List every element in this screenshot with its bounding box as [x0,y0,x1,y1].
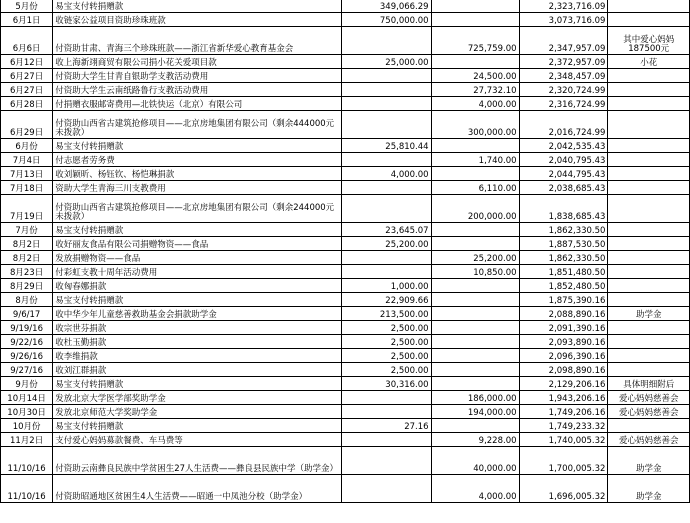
note-cell: 爱心妈妈慈善会 [608,433,690,447]
expense-cell [431,335,519,349]
date-cell: 5月份 [1,0,53,13]
description-cell: 支付爱心妈妈募款餐费、车马费等 [53,433,342,447]
table-row [1,167,690,181]
note-cell [608,363,690,377]
expense-cell [431,237,519,251]
expense-cell: 24,500.00 [431,69,519,83]
income-cell: 23,645.07 [342,223,431,237]
balance-cell: 1,838,685.43 [519,195,608,223]
description-cell: 发放北京大学医学部奖助学金 [53,391,342,405]
date-cell: 7月份 [1,223,53,237]
balance-cell: 2,320,724.99 [519,83,608,97]
description-cell: 收宗世芬捐款 [53,321,342,335]
description-cell: 易宝支付转捐赠款 [53,419,342,433]
note-cell [608,181,690,195]
expense-cell [431,167,519,181]
expense-cell [431,307,519,321]
note-cell [608,167,690,181]
note-cell [608,69,690,83]
income-cell: 22,909.66 [342,293,431,307]
table-row [1,13,690,27]
balance-cell: 1,749,233.32 [519,419,608,433]
balance-cell: 2,042,535.43 [519,139,608,153]
balance-cell: 1,851,480.50 [519,265,608,279]
expense-cell [431,139,519,153]
expense-cell: 194,000.00 [431,405,519,419]
date-cell: 8月2日 [1,237,53,251]
table-row [1,349,690,363]
income-cell: 2,500.00 [342,321,431,335]
income-cell: 27.16 [342,419,431,433]
balance-cell: 2,044,795.43 [519,167,608,181]
note-cell [608,293,690,307]
note-cell [608,195,690,223]
date-cell: 9月份 [1,377,53,391]
note-cell [608,139,690,153]
note-cell: 小花 [608,55,690,69]
balance-cell: 2,098,890.16 [519,363,608,377]
table-row [1,321,690,335]
table-row [1,55,690,69]
date-cell: 6月29日 [1,111,53,139]
expense-cell: 6,110.00 [431,181,519,195]
table-row [1,475,690,503]
description-cell: 易宝支付转捐赠款 [53,223,342,237]
balance-cell: 1,875,390.16 [519,293,608,307]
expense-cell: 4,000.00 [431,97,519,111]
table-row [1,293,690,307]
income-cell [342,405,431,419]
description-cell: 付资助云南彝良民族中学贫困生27人生活费——彝良县民族中学（助学金） [53,447,342,475]
balance-cell: 2,348,457.09 [519,69,608,83]
date-cell: 6月28日 [1,97,53,111]
expense-cell [431,279,519,293]
date-cell: 6月27日 [1,83,53,97]
income-cell [342,69,431,83]
description-cell: 付资助山西省古建筑抢修项目——北京房地集团有限公司（剩余244000元未拨款） [53,195,342,223]
date-cell: 6月6日 [1,27,53,55]
table-row [1,83,690,97]
table-row [1,181,690,195]
balance-cell: 2,088,890.16 [519,307,608,321]
expense-cell: 725,759.00 [431,27,519,55]
table-row [1,363,690,377]
balance-cell: 2,323,716.09 [519,0,608,13]
description-cell: 收上海新翊商贸有限公司捐小花关爱项目款 [53,55,342,69]
expense-cell [431,419,519,433]
table-row [1,391,690,405]
description-cell: 付彩虹支教十周年活动费用 [53,265,342,279]
balance-cell: 1,700,005.32 [519,447,608,475]
balance-cell: 2,091,390.16 [519,321,608,335]
ledger-body [1,0,690,503]
note-cell [608,251,690,265]
description-cell: 发放捐赠物资——食品 [53,251,342,265]
income-cell: 2,500.00 [342,335,431,349]
balance-cell: 1,696,005.32 [519,475,608,503]
description-cell: 收李维捐款 [53,349,342,363]
note-cell: 助学金 [608,307,690,321]
income-cell: 2,500.00 [342,349,431,363]
note-cell [608,419,690,433]
income-cell [342,251,431,265]
note-cell [608,0,690,13]
description-cell: 资助大学生青海三川支教费用 [53,181,342,195]
income-cell: 30,316.00 [342,377,431,391]
description-cell: 收好丽友食品有限公司捐赠物资——食品 [53,237,342,251]
note-cell [608,223,690,237]
description-cell: 付资助山西省古建筑抢修项目——北京房地集团有限公司（剩余444000元未拨款） [53,111,342,139]
note-cell [608,237,690,251]
expense-cell [431,223,519,237]
note-cell: 助学金 [608,447,690,475]
description-cell: 付志愿者劳务费 [53,153,342,167]
balance-cell: 3,073,716.09 [519,13,608,27]
date-cell: 9/22/16 [1,335,53,349]
note-cell: 爱心妈妈慈善会 [608,405,690,419]
table-row [1,377,690,391]
income-cell: 4,000.00 [342,167,431,181]
description-cell: 付资助大学生云南纸路鲁行支教活动费用 [53,83,342,97]
table-row [1,405,690,419]
note-cell [608,13,690,27]
description-cell: 收杜玉勤捐款 [53,335,342,349]
note-cell [608,265,690,279]
balance-cell: 1,862,330.50 [519,251,608,265]
expense-cell [431,13,519,27]
income-cell [342,195,431,223]
description-cell: 易宝支付转捐赠款 [53,293,342,307]
balance-cell: 2,093,890.16 [519,335,608,349]
table-row [1,27,690,55]
expense-cell [431,0,519,13]
balance-cell: 1,862,330.50 [519,223,608,237]
expense-cell: 27,732.10 [431,83,519,97]
date-cell: 10月30日 [1,405,53,419]
table-row [1,335,690,349]
date-cell: 6月份 [1,139,53,153]
date-cell: 8月份 [1,293,53,307]
note-cell: 助学金 [608,475,690,503]
note-cell [608,335,690,349]
description-cell: 付资助昭通地区贫困生4人生活费——昭通一中凤池分校（助学金） [53,475,342,503]
date-cell: 6月27日 [1,69,53,83]
expense-cell: 25,200.00 [431,251,519,265]
table-row [1,195,690,223]
table-row [1,0,690,13]
description-cell: 收链家公益项目资助珍珠班款 [53,13,342,27]
table-row [1,153,690,167]
balance-cell: 1,887,530.50 [519,237,608,251]
description-cell: 收刘颖昕、杨钰钦、杨恺琳捐款 [53,167,342,181]
date-cell: 7月4日 [1,153,53,167]
note-cell: 其中爱心妈妈187500元 [608,27,690,55]
balance-cell: 1,943,206.16 [519,391,608,405]
income-cell: 25,200.00 [342,237,431,251]
balance-cell: 1,749,206.16 [519,405,608,419]
date-cell: 8月2日 [1,251,53,265]
table-row [1,97,690,111]
expense-cell [431,293,519,307]
date-cell: 7月13日 [1,167,53,181]
table-row [1,237,690,251]
date-cell: 9/6/17 [1,307,53,321]
description-cell: 易宝支付转捐赠款 [53,0,342,13]
description-cell: 易宝支付转捐赠款 [53,377,342,391]
income-cell [342,153,431,167]
note-cell: 具体明细附后 [608,377,690,391]
date-cell: 9/19/16 [1,321,53,335]
income-cell [342,111,431,139]
date-cell: 6月12日 [1,55,53,69]
note-cell [608,279,690,293]
balance-cell: 2,016,724.99 [519,111,608,139]
balance-cell: 2,347,957.09 [519,27,608,55]
expense-cell: 200,000.00 [431,195,519,223]
expense-cell [431,349,519,363]
description-cell: 易宝支付转捐赠款 [53,139,342,153]
expense-cell: 40,000.00 [431,447,519,475]
income-cell [342,265,431,279]
date-cell: 10月14日 [1,391,53,405]
table-row [1,279,690,293]
table-row [1,433,690,447]
date-cell: 7月19日 [1,195,53,223]
income-cell: 2,500.00 [342,363,431,377]
date-cell: 11月2日 [1,433,53,447]
note-cell [608,349,690,363]
income-cell [342,391,431,405]
expense-cell: 300,000.00 [431,111,519,139]
description-cell: 收匈春娜捐款 [53,279,342,293]
table-row [1,307,690,321]
description-cell: 付资助甘肃、青海三个珍珠班款——浙江省新华爱心教育基金会 [53,27,342,55]
description-cell: 发放北京师范大学奖助学金 [53,405,342,419]
income-cell: 25,810.44 [342,139,431,153]
income-cell: 349,066.29 [342,0,431,13]
table-row [1,69,690,83]
expense-cell [431,377,519,391]
note-cell: 爱心妈妈慈善会 [608,391,690,405]
table-row [1,111,690,139]
income-cell [342,97,431,111]
description-cell: 付捐赠衣服邮寄费用—北铁快运（北京）有限公司 [53,97,342,111]
expense-cell: 9,228.00 [431,433,519,447]
balance-cell: 2,129,206.16 [519,377,608,391]
description-cell: 收刘江群捐款 [53,363,342,377]
income-cell [342,433,431,447]
note-cell [608,97,690,111]
balance-cell: 2,096,390.16 [519,349,608,363]
note-cell [608,153,690,167]
income-cell: 25,000.00 [342,55,431,69]
date-cell: 10月份 [1,419,53,433]
expense-cell: 186,000.00 [431,391,519,405]
income-cell: 1,000.00 [342,279,431,293]
note-cell [608,83,690,97]
date-cell: 9/27/16 [1,363,53,377]
table-row [1,223,690,237]
note-cell [608,111,690,139]
income-cell [342,475,431,503]
table-row [1,447,690,475]
balance-cell: 2,038,685.43 [519,181,608,195]
income-cell [342,27,431,55]
date-cell: 9/26/16 [1,349,53,363]
date-cell: 11/10/16 [1,475,53,503]
expense-cell: 10,850.00 [431,265,519,279]
date-cell: 8月29日 [1,279,53,293]
income-cell [342,181,431,195]
balance-cell: 1,852,480.50 [519,279,608,293]
description-cell: 收中华少年儿童慈善救助基金会捐款助学金 [53,307,342,321]
table-row [1,265,690,279]
balance-cell: 2,316,724.99 [519,97,608,111]
balance-cell: 1,740,005.32 [519,433,608,447]
expense-cell [431,363,519,377]
date-cell: 7月18日 [1,181,53,195]
table-row [1,139,690,153]
income-cell [342,447,431,475]
expense-cell: 4,000.00 [431,475,519,503]
date-cell: 11/10/16 [1,447,53,475]
expense-cell [431,55,519,69]
income-cell [342,83,431,97]
balance-cell: 2,372,957.09 [519,55,608,69]
note-cell [608,321,690,335]
expense-cell: 1,740.00 [431,153,519,167]
table-row [1,251,690,265]
description-cell: 付资助大学生甘青自银助学支教活动费用 [53,69,342,83]
table-row [1,419,690,433]
balance-cell: 2,040,795.43 [519,153,608,167]
date-cell: 8月23日 [1,265,53,279]
expense-cell [431,321,519,335]
income-cell: 213,500.00 [342,307,431,321]
date-cell: 6月1日 [1,13,53,27]
income-cell: 750,000.00 [342,13,431,27]
